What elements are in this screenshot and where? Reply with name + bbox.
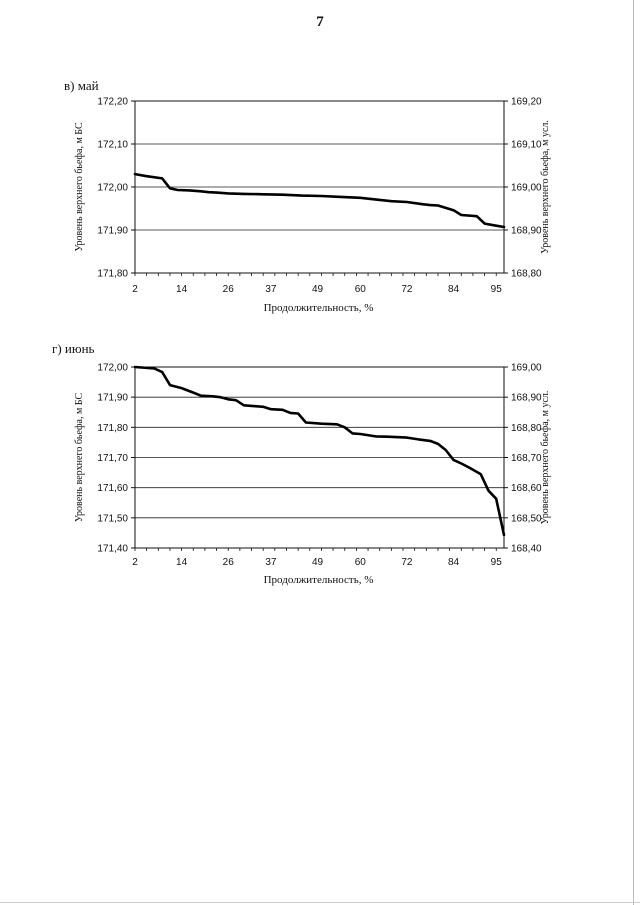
june-y-tick-right: 168,50 <box>511 513 542 525</box>
may-x-axis-label: Продолжительность, % <box>263 302 374 314</box>
june-y-tick-right: 168,70 <box>511 453 542 464</box>
may-x-tick: 2 <box>132 284 138 295</box>
june-x-tick: 14 <box>176 557 188 568</box>
chart-june <box>0 330 640 610</box>
may-x-tick: 60 <box>354 284 366 295</box>
june-y-tick-left: 171,80 <box>97 422 128 434</box>
june-x-tick: 37 <box>265 557 277 568</box>
may-x-tick: 26 <box>222 284 234 295</box>
june-y-tick-left: 171,90 <box>97 392 128 404</box>
june-x-tick: 95 <box>490 557 502 568</box>
chart-may <box>0 0 640 330</box>
scan-edge-line <box>633 0 634 905</box>
may-y-tick-left: 172,10 <box>97 139 128 151</box>
june-y-tick-right: 168,90 <box>511 392 542 404</box>
june-y-tick-left: 171,40 <box>97 543 128 555</box>
june-y-tick-right: 168,60 <box>511 483 542 495</box>
chart-june-panel-label: г) июнь <box>52 341 95 356</box>
may-x-tick: 37 <box>265 284 277 295</box>
june-x-tick: 2 <box>132 557 138 568</box>
may-y-axis-label-right: Уровень верхнего бьефа, м усл. <box>540 120 551 254</box>
may-x-tick: 84 <box>447 284 460 295</box>
may-y-tick-left: 172,20 <box>97 96 128 108</box>
may-y-tick-left: 172,00 <box>97 182 128 194</box>
june-y-tick-left: 171,70 <box>97 453 128 464</box>
june-y-tick-right: 168,80 <box>511 422 542 434</box>
may-y-axis-label-left: Уровень верхнего бьефа, м БС <box>74 122 85 252</box>
june-y-tick-right: 168,40 <box>511 543 542 555</box>
chart-may-panel-label: в) май <box>64 78 99 93</box>
may-x-tick: 49 <box>311 284 324 295</box>
may-x-tick: 14 <box>176 284 188 295</box>
page-number: 7 <box>316 14 324 30</box>
june-y-axis-label-right: Уровень верхнего бьефа, м усл. <box>540 390 551 525</box>
june-y-tick-left: 172,00 <box>97 362 128 374</box>
may-y-tick-left: 171,90 <box>97 225 128 237</box>
june-x-axis-label: Продолжительность, % <box>263 574 374 586</box>
june-x-tick: 84 <box>447 557 460 568</box>
june-x-tick: 60 <box>354 557 366 568</box>
may-y-tick-right: 169,10 <box>511 139 542 151</box>
may-y-tick-left: 171,80 <box>97 268 128 280</box>
june-y-tick-right: 169,00 <box>511 362 542 374</box>
june-y-axis-label-left: Уровень верхнего бьефа, м БС <box>74 392 85 523</box>
scan-bottom-line <box>0 902 640 903</box>
june-y-tick-left: 171,50 <box>97 513 128 525</box>
june-x-tick: 26 <box>222 557 234 568</box>
may-series-line <box>135 174 504 227</box>
may-y-tick-right: 168,80 <box>511 268 542 280</box>
may-y-tick-right: 169,20 <box>511 96 542 108</box>
may-y-tick-right: 168,90 <box>511 225 542 237</box>
may-y-tick-right: 169,00 <box>511 182 542 194</box>
june-x-tick: 72 <box>401 557 413 568</box>
june-x-tick: 49 <box>311 557 324 568</box>
may-x-tick: 72 <box>401 284 413 295</box>
june-series-line <box>135 367 504 535</box>
may-x-tick: 95 <box>490 284 502 295</box>
june-y-tick-left: 171,60 <box>97 483 128 495</box>
